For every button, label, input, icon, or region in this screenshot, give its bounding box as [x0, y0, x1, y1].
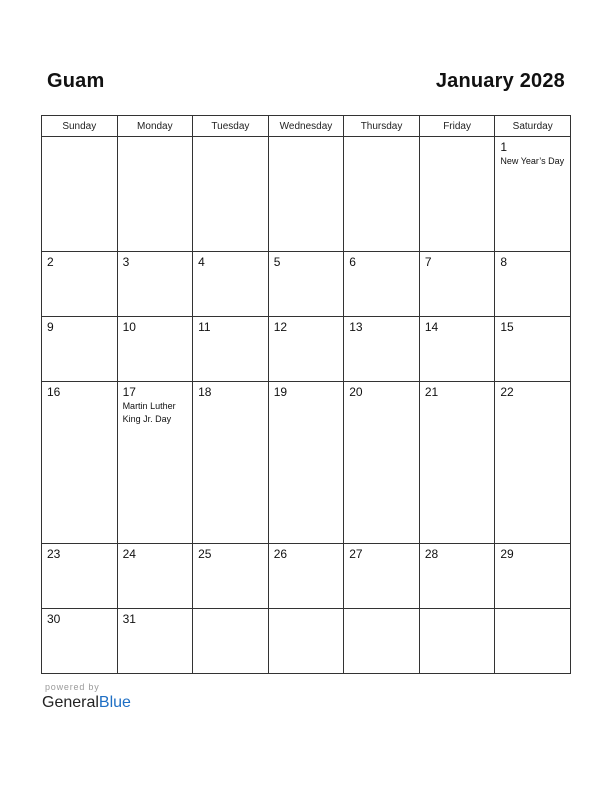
day-number: 23	[47, 547, 61, 562]
day-number: 22	[500, 385, 514, 400]
weekday-header: Saturday	[495, 116, 571, 137]
day-cell	[193, 609, 269, 674]
day-number: 9	[47, 320, 54, 335]
day-cell	[193, 252, 269, 317]
day-cell	[344, 382, 420, 544]
day-number: 8	[500, 255, 508, 270]
generalblue-logo[interactable]	[42, 694, 131, 712]
holiday-label: Martin Luther King Jr. Day	[122, 401, 176, 425]
day-number: 5	[273, 255, 281, 270]
day-number: 26	[273, 547, 288, 562]
day-number: 3	[122, 255, 130, 270]
week-row	[42, 317, 571, 382]
powered-by-text: powered by	[45, 682, 100, 692]
day-cell	[419, 252, 495, 317]
day-cell	[193, 137, 269, 252]
day-number: 12	[273, 320, 288, 335]
day-cell	[117, 317, 193, 382]
weekday-header: Sunday	[42, 116, 118, 137]
brand-general-text: General	[42, 694, 99, 711]
day-number: 15	[500, 320, 514, 335]
day-cell	[268, 609, 344, 674]
day-cell	[268, 252, 344, 317]
holiday-label: New Year’s Day	[500, 156, 565, 166]
day-cell	[344, 137, 420, 252]
day-number: 28	[424, 547, 439, 562]
day-cell	[117, 382, 193, 544]
day-number: 19	[273, 385, 288, 400]
day-cell	[117, 137, 193, 252]
week-row	[42, 137, 571, 252]
weekday-header: Friday	[419, 116, 495, 137]
day-cell	[193, 544, 269, 609]
week-row	[42, 382, 571, 544]
day-cell	[419, 382, 495, 544]
day-cell	[419, 317, 495, 382]
weekday-header: Wednesday	[268, 116, 344, 137]
weekday-header: Monday	[117, 116, 193, 137]
day-cell	[42, 609, 118, 674]
weekday-header-row	[42, 116, 571, 137]
day-number: 11	[198, 320, 211, 335]
day-number: 1	[500, 140, 508, 154]
day-cell	[42, 544, 118, 609]
day-cell	[117, 609, 193, 674]
day-cell	[344, 544, 420, 609]
day-cell	[495, 252, 571, 317]
day-number: 6	[349, 255, 356, 270]
day-cell	[344, 317, 420, 382]
day-cell	[42, 137, 118, 252]
day-number: 2	[47, 255, 54, 270]
day-number: 27	[349, 547, 363, 562]
brand-blue-text: Blue	[98, 694, 131, 711]
day-number: 13	[349, 320, 363, 335]
day-cell	[42, 382, 118, 544]
day-cell	[495, 382, 571, 544]
day-cell	[419, 609, 495, 674]
day-number: 24	[122, 547, 136, 562]
day-number: 14	[424, 320, 439, 335]
day-number: 7	[424, 255, 432, 270]
day-cell	[268, 137, 344, 252]
day-number: 18	[198, 385, 212, 400]
day-cell	[495, 317, 571, 382]
day-cell	[495, 137, 571, 252]
day-cell	[268, 317, 344, 382]
day-cell	[495, 544, 571, 609]
week-row	[42, 252, 571, 317]
calendar-grid	[41, 115, 571, 674]
region-title: Guam	[47, 70, 105, 92]
week-row	[42, 609, 571, 674]
day-number: 20	[349, 385, 363, 400]
day-cell	[268, 382, 344, 544]
day-number: 4	[198, 255, 205, 270]
day-cell	[268, 544, 344, 609]
day-number: 31	[122, 612, 136, 627]
day-cell	[344, 252, 420, 317]
day-cell	[117, 544, 193, 609]
day-cell	[193, 382, 269, 544]
weekday-header: Tuesday	[193, 116, 269, 137]
day-cell	[419, 137, 495, 252]
day-number: 25	[198, 547, 212, 562]
month-title: January 2028	[435, 70, 565, 92]
day-cell	[42, 317, 118, 382]
day-number: 10	[122, 320, 136, 335]
day-cell	[344, 609, 420, 674]
week-row	[42, 544, 571, 609]
day-cell	[193, 317, 269, 382]
weekday-header: Thursday	[344, 116, 420, 137]
day-number: 30	[47, 612, 61, 627]
day-number: 21	[424, 385, 439, 400]
day-cell	[419, 544, 495, 609]
day-cell	[117, 252, 193, 317]
day-cell	[42, 252, 118, 317]
day-number: 17	[122, 385, 136, 400]
day-cell	[495, 609, 571, 674]
day-number: 16	[47, 385, 61, 400]
day-number: 29	[500, 547, 514, 562]
